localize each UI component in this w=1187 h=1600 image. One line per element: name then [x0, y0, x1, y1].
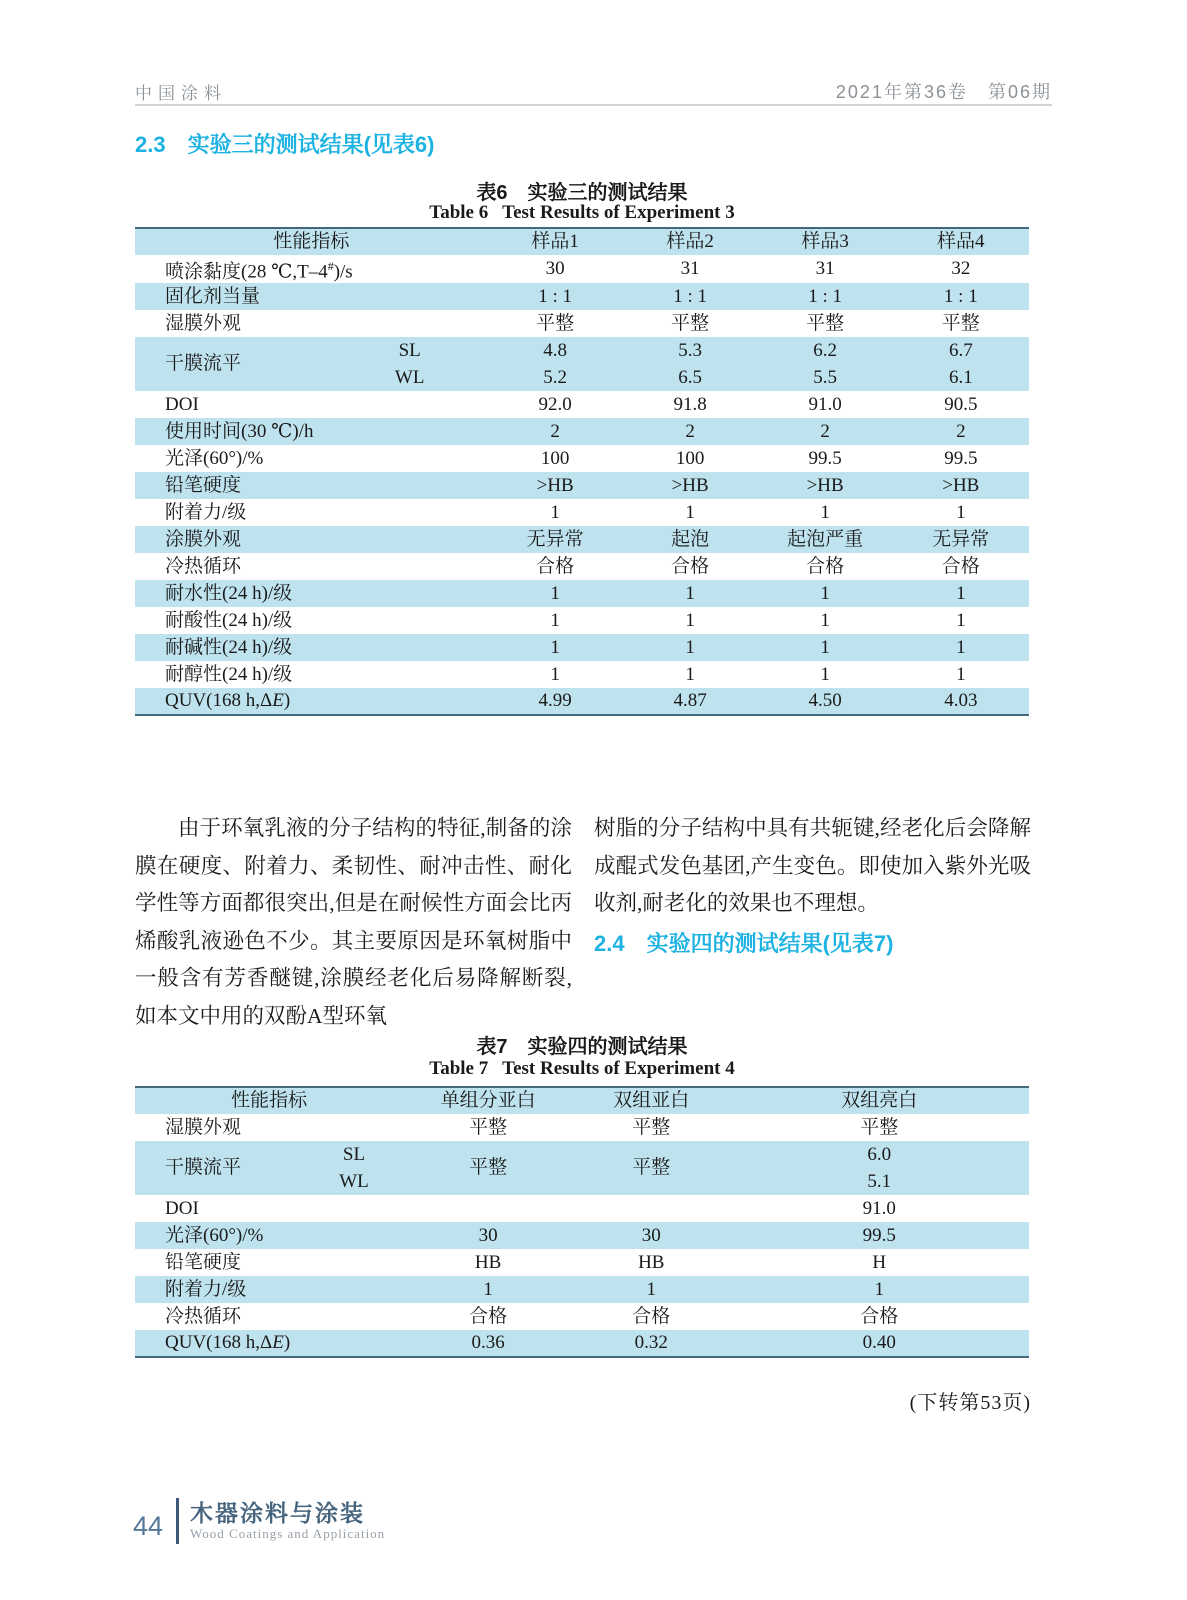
table-cell: 90.5 [944, 393, 978, 415]
table-cell: 99.5 [808, 447, 842, 469]
header-rule [135, 104, 1052, 106]
text-column-right [594, 810, 1031, 1035]
table-cell: 平整 [573, 1141, 729, 1195]
table-cell: 30 [403, 1222, 573, 1249]
table-row [135, 337, 1029, 364]
table-row [135, 1303, 1029, 1330]
row-label: 冷热循环 [165, 1305, 242, 1327]
row-label: 固化剂当量 [135, 283, 488, 310]
table-cell: 4.87 [623, 688, 758, 715]
table-cell: 6.2 [758, 337, 893, 364]
running-head [135, 78, 1052, 104]
table-row [135, 634, 1029, 661]
table-cell: 6.1 [893, 364, 1029, 391]
table-cell: 4.50 [758, 688, 893, 715]
table-row [135, 607, 1029, 634]
table-cell: 平整 [671, 312, 710, 334]
footer-titles [190, 1500, 385, 1542]
table-row [135, 472, 1029, 499]
table-cell: 合格 [671, 555, 710, 577]
table-row [135, 255, 1029, 283]
table-cell: 1 [550, 609, 560, 631]
table-cell: 1 [403, 1276, 573, 1303]
table6-caption-cn: 表6 实验三的测试结果 [476, 182, 688, 204]
table-row [135, 1330, 1029, 1357]
column-header: 双组亚白 [573, 1087, 729, 1114]
row-label: 湿膜外观 [165, 1116, 242, 1138]
column-header: 双组亮白 [729, 1087, 1029, 1114]
row-label: 干膜流平 [135, 337, 332, 391]
table-cell: 6.7 [893, 337, 1029, 364]
column-title-cn: 木器涂料与涂装 [190, 1500, 366, 1526]
table-cell: 92.0 [538, 393, 572, 415]
row-label: DOI [165, 1197, 199, 1219]
table-cell: 1 [820, 609, 830, 631]
table-cell: 5.3 [623, 337, 758, 364]
table-cell: 起泡 [623, 526, 758, 553]
table-cell: 1 [623, 580, 758, 607]
table-cell: 1 [729, 1276, 1029, 1303]
table-cell: 5.2 [488, 364, 623, 391]
table-cell: 0.32 [573, 1330, 729, 1357]
row-label: 耐水性(24 h)/级 [135, 580, 488, 607]
table-cell: 1 [623, 634, 758, 661]
column-header: 性能指标 [135, 1087, 403, 1114]
table-cell: 1 [820, 501, 830, 523]
table-cell: 0.36 [403, 1330, 573, 1357]
table-cell: 平整 [469, 1116, 508, 1138]
row-label: 铅笔硬度 [165, 1251, 242, 1273]
table-row [135, 445, 1029, 472]
table-cell: 99.5 [944, 447, 978, 469]
table-cell: 1 [550, 501, 560, 523]
row-sublabel: SL [305, 1141, 403, 1168]
row-label: QUV(168 h,ΔE) [135, 688, 488, 715]
row-label: 喷涂黏度(28 ℃,T–4#)/s [165, 259, 353, 283]
table-cell: 91.8 [673, 393, 707, 415]
body-text [135, 810, 1031, 1035]
table-row [135, 1249, 1029, 1276]
row-label: 光泽(60°)/% [135, 1222, 403, 1249]
table-cell: >HB [758, 472, 893, 499]
table-cell: 6.5 [623, 364, 758, 391]
table7-caption-en: Table 7 Test Results of Experiment 4 [429, 1058, 735, 1079]
row-sublabel: SL [332, 337, 488, 364]
table-cell: 合格 [536, 555, 575, 577]
section-number: 2.4 [594, 930, 625, 956]
table-cell: 无异常 [893, 526, 1029, 553]
row-label: 涂膜外观 [135, 526, 488, 553]
table-row [135, 1276, 1029, 1303]
continuation-note: (下转第53页) [909, 1392, 1031, 1414]
footer-divider-bar [176, 1498, 179, 1544]
table-cell: 91.0 [808, 393, 842, 415]
row-label: 使用时间(30 ℃)/h [135, 418, 488, 445]
table-cell: H [872, 1251, 887, 1273]
table-cell: 1 [573, 1276, 729, 1303]
table-row [135, 310, 1029, 337]
table-cell: 4.99 [488, 688, 623, 715]
row-sublabel: WL [332, 364, 488, 391]
column-header: 单组分亚白 [403, 1087, 573, 1114]
table-cell: 2 [623, 418, 758, 445]
page-footer [133, 1498, 385, 1544]
table-cell: 合格 [860, 1305, 899, 1327]
table-cell: 100 [675, 447, 705, 469]
table-cell: 1 [758, 580, 893, 607]
table-cell: 91.0 [862, 1197, 896, 1219]
row-label: 冷热循环 [165, 555, 242, 577]
table-cell: 平整 [632, 1116, 671, 1138]
table-row [135, 1141, 1029, 1168]
table-cell: 6.0 [729, 1141, 1029, 1168]
table-row [135, 553, 1029, 580]
table-cell: 1 : 1 [758, 283, 893, 310]
column-header: 样品3 [758, 228, 893, 255]
table-cell: >HB [488, 472, 623, 499]
row-label: 附着力/级 [135, 1276, 403, 1303]
table-cell: 1 [820, 663, 830, 685]
row-label: DOI [165, 393, 199, 415]
table-cell: >HB [623, 472, 758, 499]
row-label: 耐碱性(24 h)/级 [135, 634, 488, 661]
row-label: 光泽(60°)/% [165, 447, 264, 469]
table-cell: 合格 [469, 1305, 508, 1327]
paragraph: 树脂的分子结构中具有共轭键,经老化后会降解成醌式发色基团,产生变色。即使加入紫外光吸收剂,耐老化的效果也不理想。 [594, 816, 1031, 915]
table-cell: 平整 [860, 1116, 899, 1138]
column-header: 样品4 [893, 228, 1029, 255]
table-cell: HB [638, 1251, 665, 1273]
row-label: QUV(168 h,ΔE) [135, 1330, 403, 1357]
table6 [135, 227, 1029, 716]
row-label: 耐酸性(24 h)/级 [165, 609, 293, 631]
column-header: 性能指标 [135, 228, 488, 255]
table-cell: 1 [956, 501, 966, 523]
table-row [135, 1195, 1029, 1222]
table-cell: 1 : 1 [623, 283, 758, 310]
table-header-row [135, 1087, 1029, 1114]
table-cell: 1 : 1 [893, 283, 1029, 310]
table-cell: 1 [893, 580, 1029, 607]
table-cell: 31 [680, 258, 700, 280]
table-cell [573, 1195, 729, 1222]
table-cell: 2 [893, 418, 1029, 445]
table-cell: 1 [956, 609, 966, 631]
row-label: 湿膜外观 [165, 312, 242, 334]
table-cell: 平整 [536, 312, 575, 334]
table-row [135, 391, 1029, 418]
section-heading-2-3 [135, 128, 434, 159]
table-cell: 100 [540, 447, 570, 469]
column-header: 样品2 [623, 228, 758, 255]
table7-caption-cn: 表7 实验四的测试结果 [476, 1036, 688, 1058]
table-cell: 1 [956, 663, 966, 685]
table-row [135, 1114, 1029, 1141]
table-cell: 平整 [941, 312, 980, 334]
text-column-left [135, 810, 572, 1035]
table-cell: 31 [815, 258, 835, 280]
table-cell: 1 [488, 634, 623, 661]
table-cell [403, 1195, 573, 1222]
table-cell: 1 [685, 609, 695, 631]
page-number: 44 [133, 1510, 164, 1541]
table-cell: 2 [488, 418, 623, 445]
table-row [135, 418, 1029, 445]
paragraph: 由于环氧乳液的分子结构的特征,制备的涂膜在硬度、附着力、柔韧性、耐冲击性、耐化学性等方面都很突出,但是在耐候性方面会比丙烯酸乳液逊色不少。其主要原因是环氧树脂中一般含有芳香醚键,涂膜经老化后易降解断裂,如本文中用的双酚A型环氧 [135, 816, 572, 1028]
table-row [135, 526, 1029, 553]
table-row [135, 688, 1029, 715]
table-row [135, 661, 1029, 688]
section-number: 2.3 [135, 132, 166, 157]
table-cell: 无异常 [488, 526, 623, 553]
table-row [135, 580, 1029, 607]
table-cell: 4.03 [893, 688, 1029, 715]
journal-name: 中国涂料 [135, 84, 227, 103]
table-cell: 1 [758, 634, 893, 661]
table-cell: 5.5 [758, 364, 893, 391]
column-title-en: Wood Coatings and Application [190, 1526, 386, 1541]
table-cell: 99.5 [729, 1222, 1029, 1249]
table-cell: 1 [893, 634, 1029, 661]
table-header-row [135, 228, 1029, 255]
section-title: 实验三的测试结果(见表6) [187, 132, 435, 157]
table-cell: 5.1 [729, 1168, 1029, 1195]
table7 [135, 1086, 1029, 1358]
table-cell: 平整 [806, 312, 845, 334]
table-cell: 30 [545, 258, 565, 280]
table-cell: 1 [488, 580, 623, 607]
table-cell: 2 [758, 418, 893, 445]
table-cell: 合格 [632, 1305, 671, 1327]
table-cell: 0.40 [729, 1330, 1029, 1357]
table-cell: 1 [550, 663, 560, 685]
table-row [135, 1222, 1029, 1249]
table-cell: 32 [951, 258, 971, 280]
table-row [135, 499, 1029, 526]
section-heading-2-4 [594, 927, 1031, 961]
table-cell: 1 : 1 [488, 283, 623, 310]
table-cell: 30 [573, 1222, 729, 1249]
table-cell: HB [474, 1251, 502, 1273]
column-header: 样品1 [488, 228, 623, 255]
table-cell: 起泡严重 [758, 526, 893, 553]
section-title: 实验四的测试结果(见表7) [646, 930, 894, 956]
row-label: 附着力/级 [165, 501, 247, 523]
table6-caption-en: Table 6 Test Results of Experiment 3 [429, 202, 735, 223]
table-cell: 合格 [806, 555, 845, 577]
table-row [135, 283, 1029, 310]
table-cell: 1 [685, 501, 695, 523]
table-cell: 平整 [403, 1141, 573, 1195]
table-cell: >HB [893, 472, 1029, 499]
row-sublabel: WL [305, 1168, 403, 1195]
row-label: 耐醇性(24 h)/级 [165, 663, 293, 685]
table-cell: 4.8 [488, 337, 623, 364]
table-cell: 合格 [941, 555, 980, 577]
row-label: 干膜流平 [135, 1141, 305, 1195]
row-label: 铅笔硬度 [135, 472, 488, 499]
issue-info: 2021年第36卷 第06期 [835, 82, 1052, 102]
table-cell: 1 [685, 663, 695, 685]
